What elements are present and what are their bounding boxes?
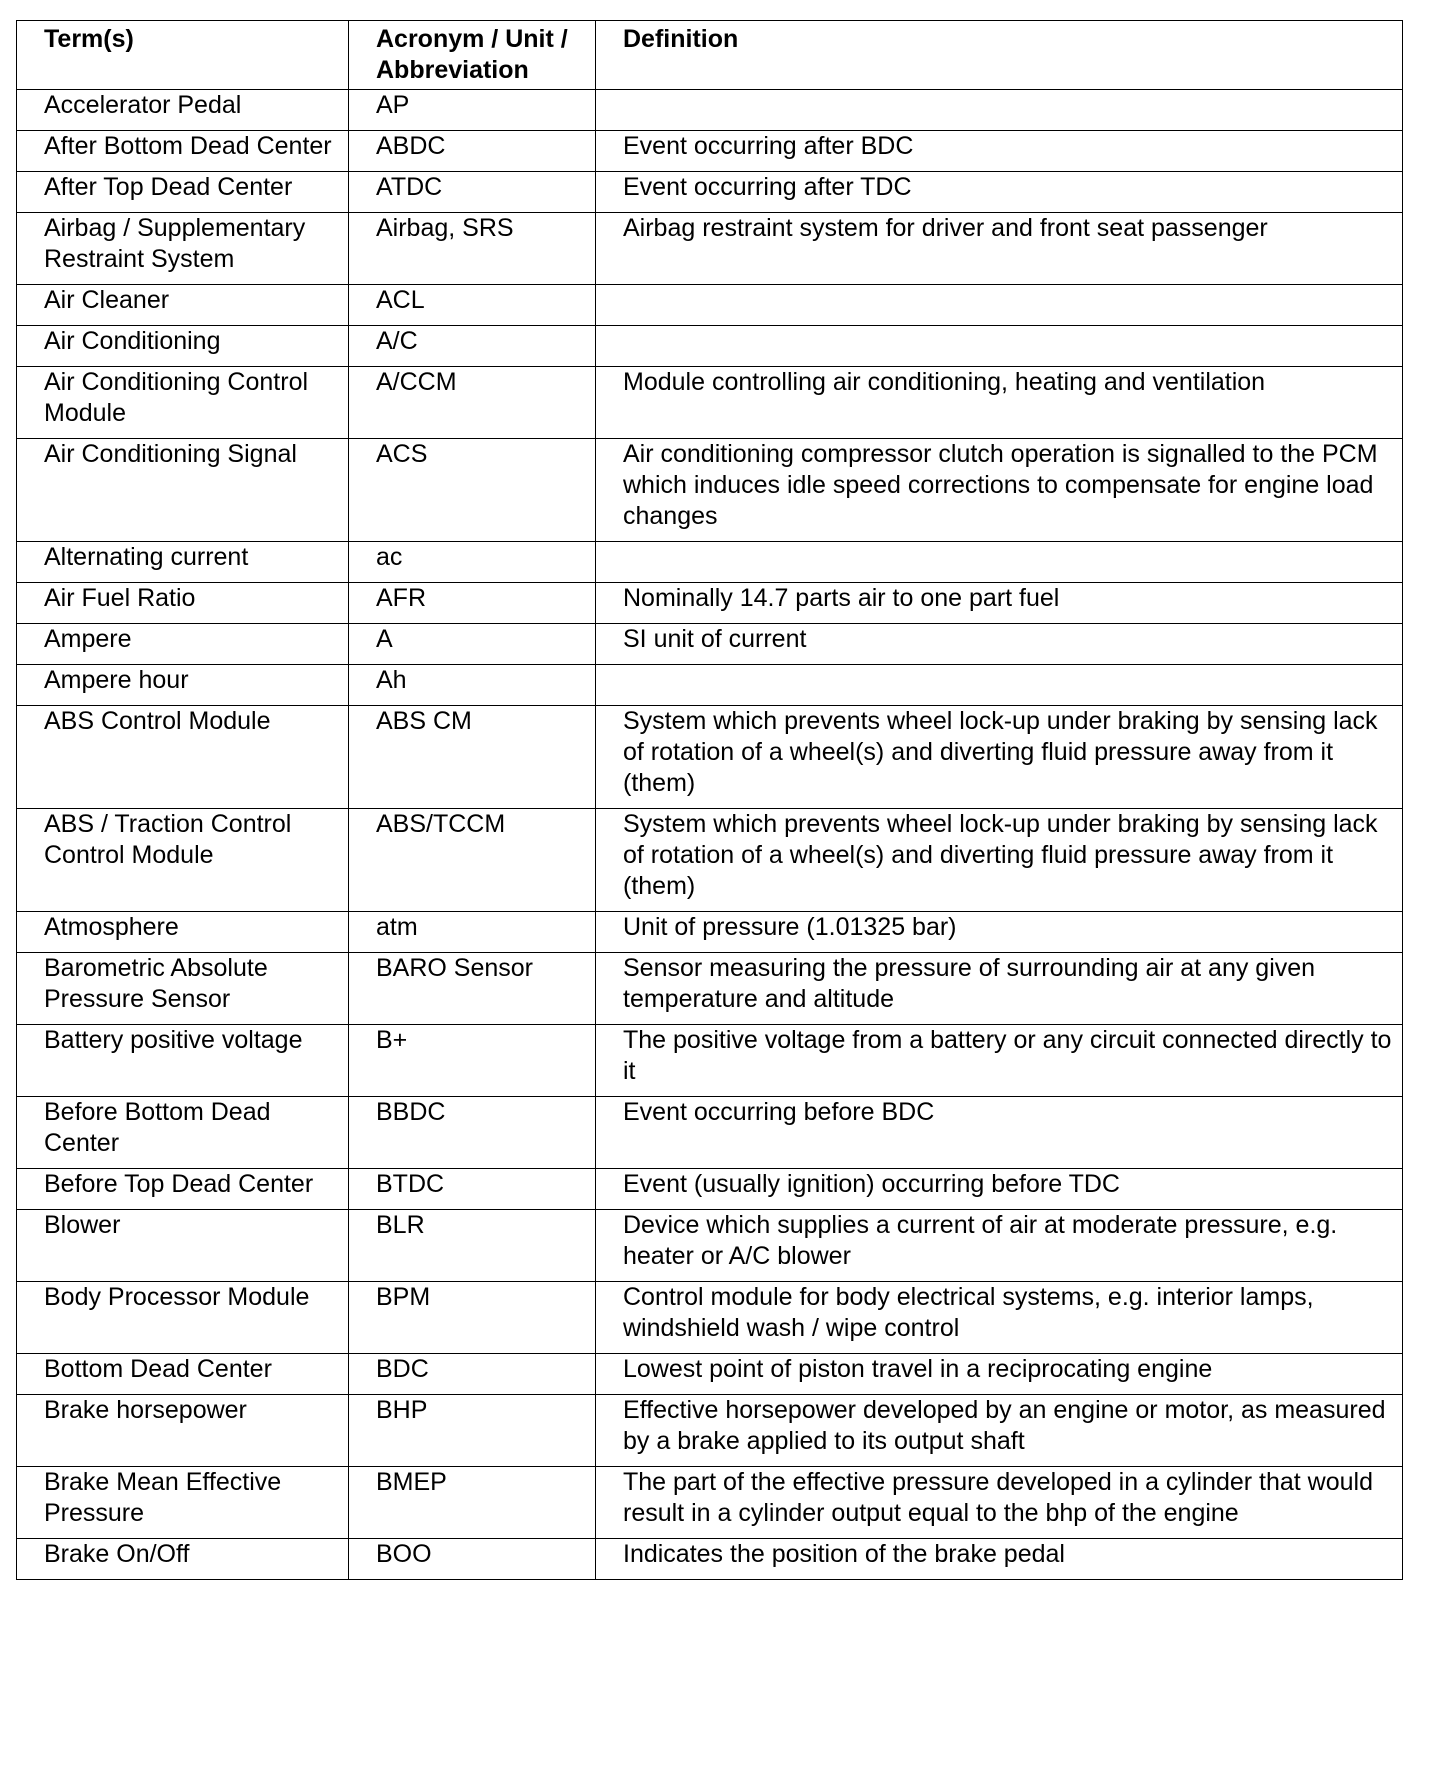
table-row	[17, 665, 1403, 706]
definition-cell: Lowest point of piston travel in a reciprocating engine	[596, 1354, 1403, 1395]
term-cell: Air Conditioning Control Module	[17, 367, 349, 439]
term-cell: ABS Control Module	[17, 706, 349, 809]
term-cell: Barometric Absolute Pressure Sensor	[17, 953, 349, 1025]
acronym-cell: Ah	[349, 665, 596, 706]
definition-cell	[596, 285, 1403, 326]
table-row	[17, 1097, 1403, 1169]
acronym-cell: BLR	[349, 1210, 596, 1282]
table-row	[17, 583, 1403, 624]
definition-cell: Unit of pressure (1.01325 bar)	[596, 912, 1403, 953]
definition-cell	[596, 665, 1403, 706]
acronym-cell: ABS CM	[349, 706, 596, 809]
table-row	[17, 1467, 1403, 1539]
table-row	[17, 624, 1403, 665]
term-cell: Bottom Dead Center	[17, 1354, 349, 1395]
term-cell: Alternating current	[17, 542, 349, 583]
table-row	[17, 1025, 1403, 1097]
term-cell: Battery positive voltage	[17, 1025, 349, 1097]
acronym-cell: BMEP	[349, 1467, 596, 1539]
acronym-cell: A/CCM	[349, 367, 596, 439]
acronym-cell: A	[349, 624, 596, 665]
table-row	[17, 285, 1403, 326]
term-cell: Air Conditioning	[17, 326, 349, 367]
table-row	[17, 1539, 1403, 1580]
definition-cell: Event occurring after TDC	[596, 172, 1403, 213]
acronym-cell: AFR	[349, 583, 596, 624]
acronym-cell: atm	[349, 912, 596, 953]
table-body	[17, 90, 1403, 1580]
table-row	[17, 439, 1403, 542]
term-cell: Body Processor Module	[17, 1282, 349, 1354]
definition-cell: Control module for body electrical systems, e.g. interior lamps, windshield wash / wipe control	[596, 1282, 1403, 1354]
term-cell: After Top Dead Center	[17, 172, 349, 213]
term-cell: Air Cleaner	[17, 285, 349, 326]
definition-cell	[596, 542, 1403, 583]
acronym-cell: BHP	[349, 1395, 596, 1467]
definition-cell: Event (usually ignition) occurring before TDC	[596, 1169, 1403, 1210]
table-row	[17, 706, 1403, 809]
acronym-cell: ac	[349, 542, 596, 583]
table-row	[17, 1210, 1403, 1282]
table-row	[17, 1169, 1403, 1210]
definition-cell: The positive voltage from a battery or any circuit connected directly to it	[596, 1025, 1403, 1097]
definition-cell: The part of the effective pressure developed in a cylinder that would result in a cylinder output equal to the bhp of the engine	[596, 1467, 1403, 1539]
term-cell: Brake Mean Effective Pressure	[17, 1467, 349, 1539]
table-row	[17, 131, 1403, 172]
table-row	[17, 542, 1403, 583]
table-row	[17, 953, 1403, 1025]
definition-cell	[596, 90, 1403, 131]
table-row	[17, 809, 1403, 912]
term-cell: Air Fuel Ratio	[17, 583, 349, 624]
definition-cell: Event occurring after BDC	[596, 131, 1403, 172]
term-cell: Accelerator Pedal	[17, 90, 349, 131]
table-header-row	[17, 21, 1403, 90]
table-row	[17, 213, 1403, 285]
definition-cell: System which prevents wheel lock-up under braking by sensing lack of rotation of a wheel(s) and diverting fluid pressure away from it (them)	[596, 809, 1403, 912]
term-cell: Before Top Dead Center	[17, 1169, 349, 1210]
acronym-cell: ATDC	[349, 172, 596, 213]
definition-cell: Air conditioning compressor clutch operation is signalled to the PCM which induces idle speed corrections to compensate for engine load changes	[596, 439, 1403, 542]
acronym-cell: ACS	[349, 439, 596, 542]
term-cell: Blower	[17, 1210, 349, 1282]
table-row	[17, 1395, 1403, 1467]
acronym-cell: ACL	[349, 285, 596, 326]
definition-cell: Event occurring before BDC	[596, 1097, 1403, 1169]
definition-cell	[596, 326, 1403, 367]
term-cell: After Bottom Dead Center	[17, 131, 349, 172]
term-cell: Ampere	[17, 624, 349, 665]
definition-cell: SI unit of current	[596, 624, 1403, 665]
acronym-cell: BOO	[349, 1539, 596, 1580]
definition-cell: System which prevents wheel lock-up under braking by sensing lack of rotation of a wheel(s) and diverting fluid pressure away from it (them)	[596, 706, 1403, 809]
term-cell: Ampere hour	[17, 665, 349, 706]
acronym-cell: A/C	[349, 326, 596, 367]
term-cell: Brake horsepower	[17, 1395, 349, 1467]
acronym-cell: BPM	[349, 1282, 596, 1354]
table-row	[17, 367, 1403, 439]
definition-cell: Device which supplies a current of air at moderate pressure, e.g. heater or A/C blower	[596, 1210, 1403, 1282]
acronym-cell: BBDC	[349, 1097, 596, 1169]
glossary-table	[16, 20, 1403, 1580]
term-cell: Brake On/Off	[17, 1539, 349, 1580]
acronym-cell: B+	[349, 1025, 596, 1097]
acronym-cell: ABS/TCCM	[349, 809, 596, 912]
header-acronym: Acronym / Unit / Abbreviation	[349, 21, 596, 90]
definition-cell: Airbag restraint system for driver and front seat passenger	[596, 213, 1403, 285]
table-row	[17, 90, 1403, 131]
acronym-cell: BARO Sensor	[349, 953, 596, 1025]
header-definition: Definition	[596, 21, 1403, 90]
definition-cell: Effective horsepower developed by an engine or motor, as measured by a brake applied to its output shaft	[596, 1395, 1403, 1467]
term-cell: Before Bottom Dead Center	[17, 1097, 349, 1169]
term-cell: Airbag / Supplementary Restraint System	[17, 213, 349, 285]
acronym-cell: BDC	[349, 1354, 596, 1395]
definition-cell: Nominally 14.7 parts air to one part fuel	[596, 583, 1403, 624]
term-cell: ABS / Traction Control Control Module	[17, 809, 349, 912]
table-row	[17, 172, 1403, 213]
definition-cell: Indicates the position of the brake pedal	[596, 1539, 1403, 1580]
table-row	[17, 1354, 1403, 1395]
acronym-cell: ABDC	[349, 131, 596, 172]
table-row	[17, 912, 1403, 953]
term-cell: Air Conditioning Signal	[17, 439, 349, 542]
table-row	[17, 1282, 1403, 1354]
table-row	[17, 326, 1403, 367]
acronym-cell: AP	[349, 90, 596, 131]
acronym-cell: BTDC	[349, 1169, 596, 1210]
header-term: Term(s)	[17, 21, 349, 90]
term-cell: Atmosphere	[17, 912, 349, 953]
definition-cell: Module controlling air conditioning, heating and ventilation	[596, 367, 1403, 439]
acronym-cell: Airbag, SRS	[349, 213, 596, 285]
definition-cell: Sensor measuring the pressure of surrounding air at any given temperature and altitude	[596, 953, 1403, 1025]
